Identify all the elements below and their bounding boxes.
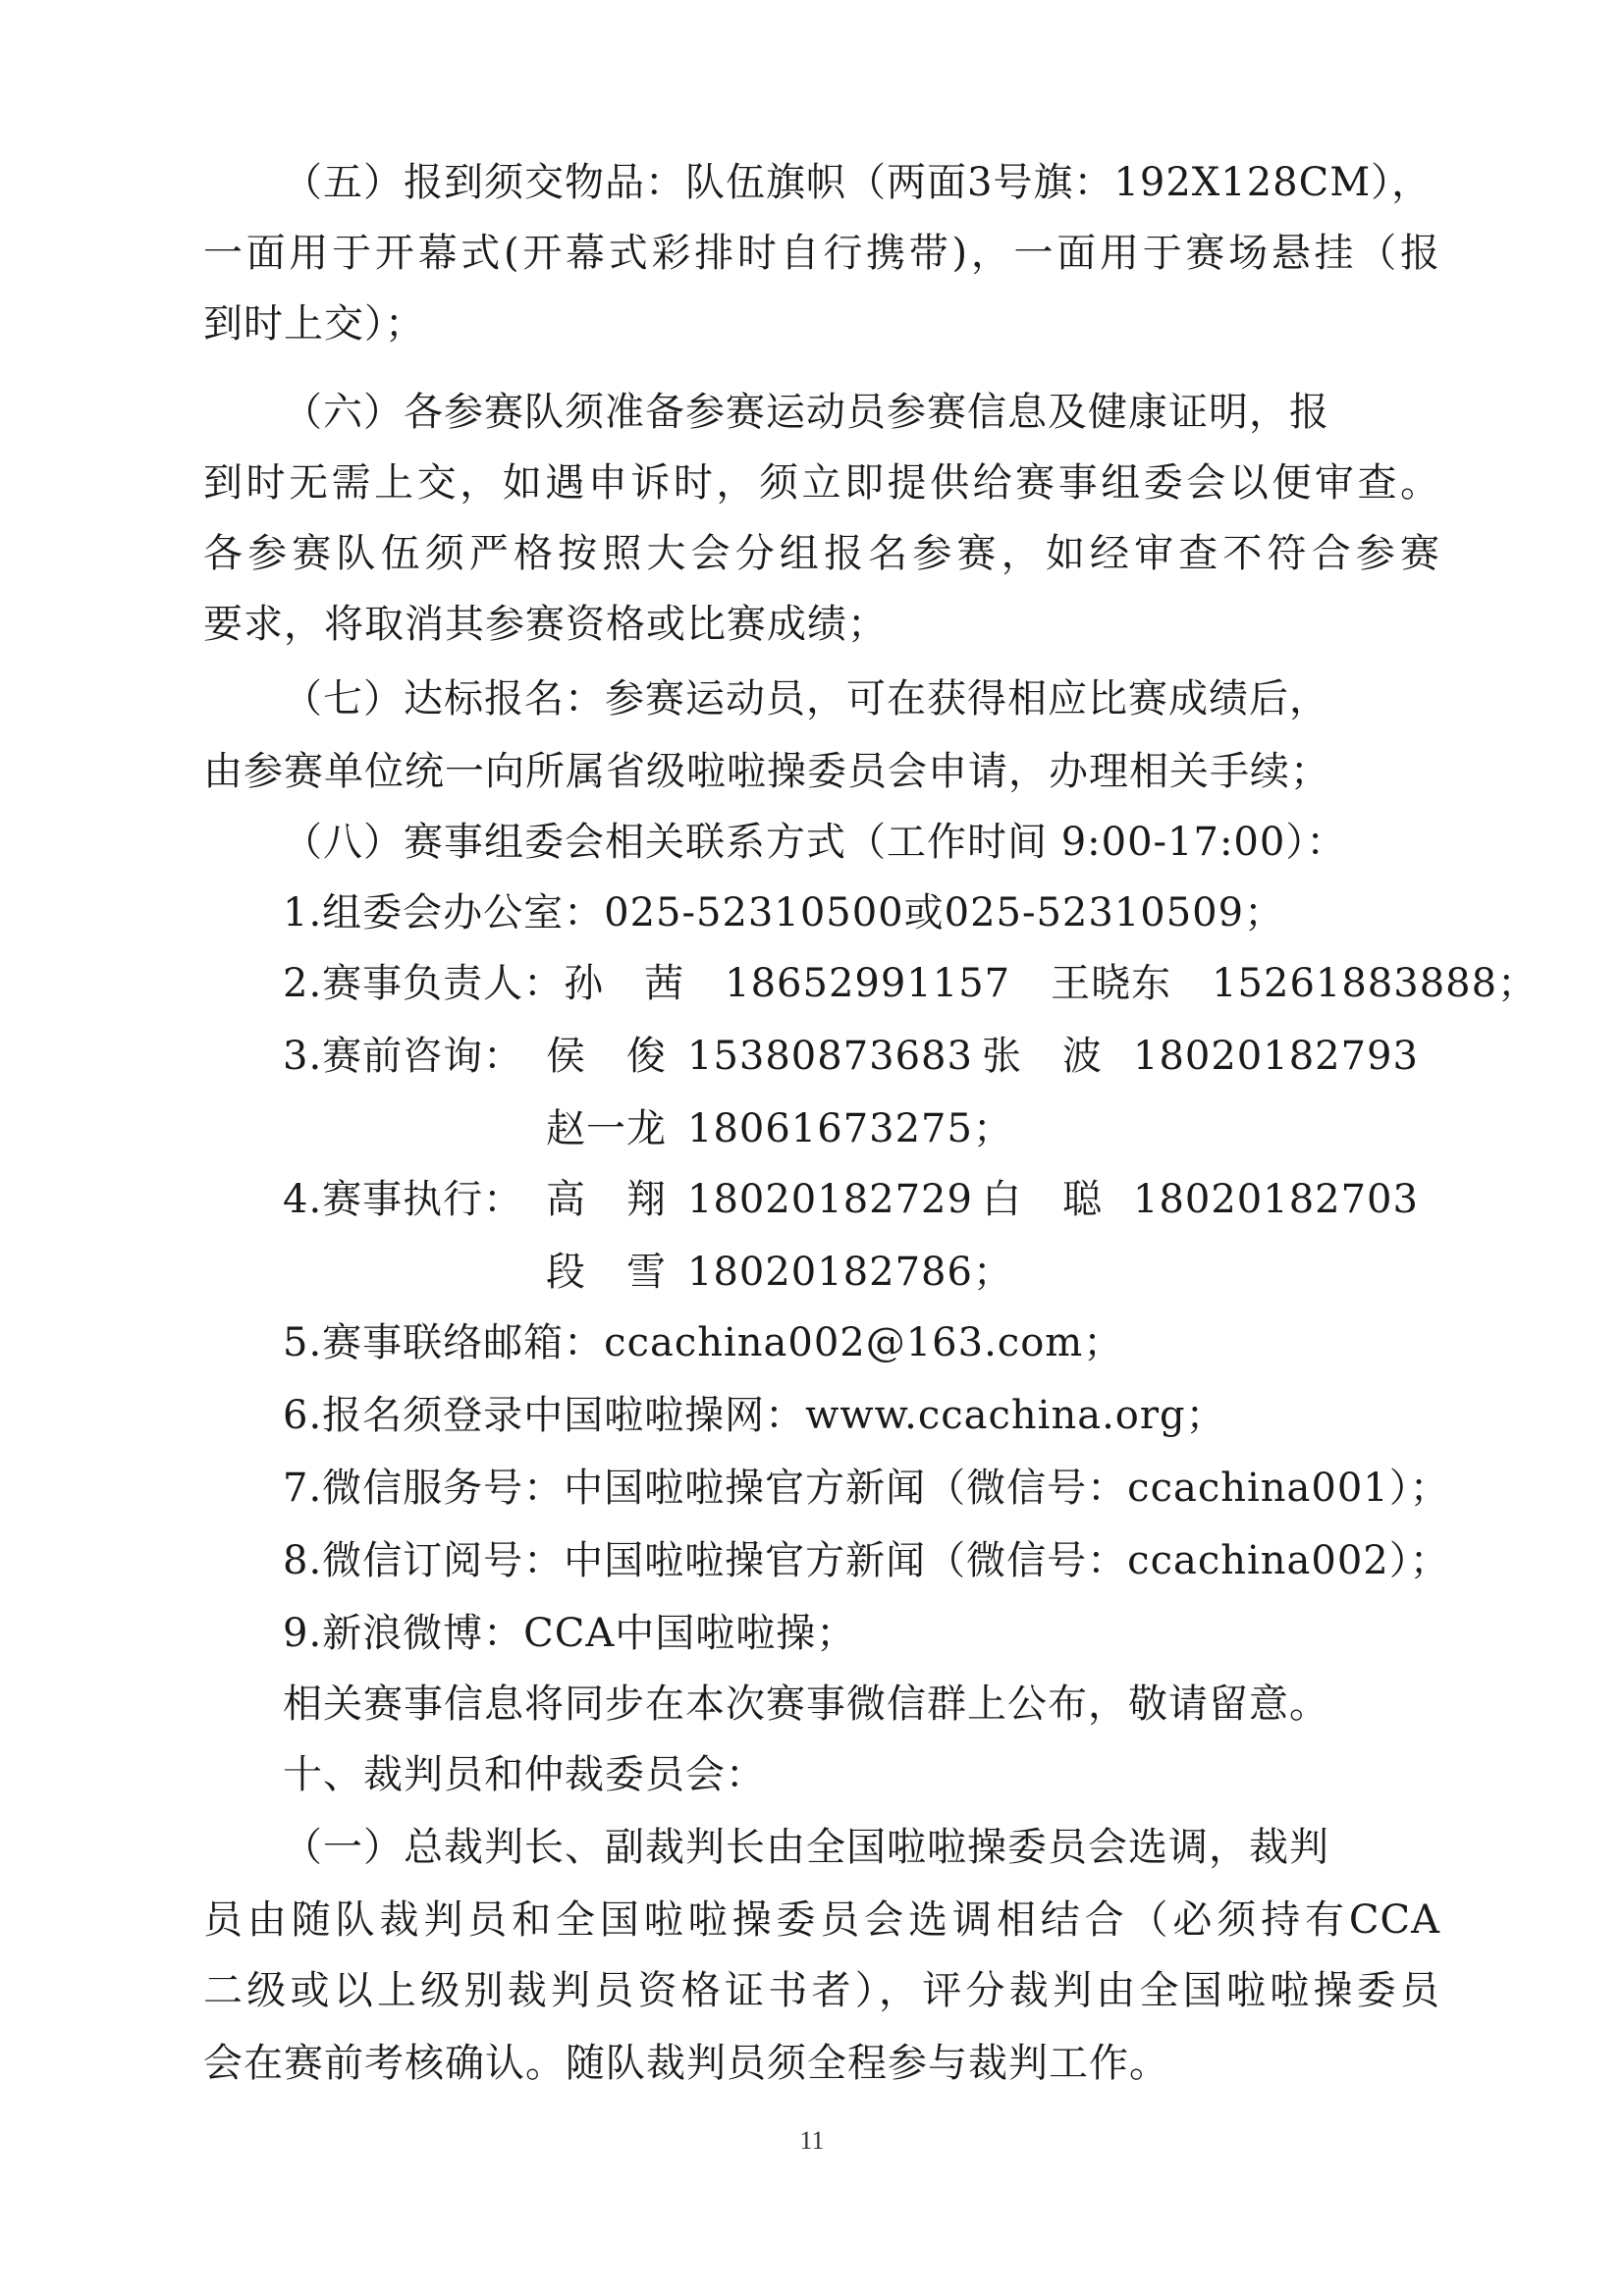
execution-contact-phone: 18020182786； — [687, 1250, 1013, 1295]
contact-wechat-subscription: 8.微信订阅号：中国啦啦操官方新闻（微信号：ccachina002）； — [283, 1538, 1450, 1583]
section5-line3: 到时上交）； — [203, 301, 425, 347]
section10-heading: 十、裁判员和仲裁委员会： — [283, 1752, 766, 1797]
contact-weibo: 9.新浪微博：CCA中国啦啦操； — [283, 1611, 857, 1656]
consultation-label: 3.赛前咨询： — [283, 1034, 524, 1079]
execution-contact-name: 段 雪 — [546, 1250, 667, 1295]
section6-line2: 到时无需上交，如遇申诉时，须立即提供给赛事组委会以便审查。 — [203, 460, 1440, 506]
consultation-contact-name: 张 波 — [982, 1034, 1103, 1079]
section6-line1: （六）各参赛队须准备参赛运动员参赛信息及健康证明，报 — [283, 390, 1329, 435]
section8-heading: （八）赛事组委会相关联系方式（工作时间 9:00-17:00）： — [283, 820, 1347, 865]
wechat-group-notice: 相关赛事信息将同步在本次赛事微信群上公布，敬请留意。 — [283, 1682, 1329, 1727]
execution-contact-phone: 18020182703 — [1133, 1177, 1419, 1222]
contact-leaders: 2.赛事负责人：孙 茜 18652991157 王晓东 15261883888； — [283, 961, 1539, 1006]
execution-contact-name: 高 翔 — [546, 1177, 667, 1222]
consultation-contact-name: 赵一龙 — [546, 1106, 667, 1151]
section6-line3: 各参赛队伍须严格按照大会分组报名参赛，如经审查不符合参赛 — [203, 531, 1440, 576]
section10-sub1-line3: 二级或以上级别裁判员资格证书者），评分裁判由全国啦啦操委员 — [203, 1968, 1440, 2013]
page-number: 11 — [799, 2126, 825, 2155]
section5-line2: 一面用于开幕式(开幕式彩排时自行携带)，一面用于赛场悬挂（报 — [203, 231, 1440, 276]
contact-website: 6.报名须登录中国啦啦操网：www.ccachina.org； — [283, 1393, 1226, 1438]
section7-line2: 由参赛单位统一向所属省级啦啦操委员会申请，办理相关手续； — [203, 749, 1330, 794]
consultation-contact-phone: 18020182793 — [1133, 1034, 1419, 1079]
consultation-contact-phone: 18061673275； — [687, 1106, 1013, 1151]
section7-line1: （七）达标报名：参赛运动员，可在获得相应比赛成绩后， — [283, 676, 1329, 721]
contact-wechat-service: 7.微信服务号：中国啦啦操官方新闻（微信号：ccachina001）； — [283, 1466, 1450, 1511]
execution-label: 4.赛事执行： — [283, 1177, 524, 1222]
section10-sub1-line2: 员由随队裁判员和全国啦啦操委员会选调相结合（必须持有CCA — [203, 1897, 1440, 1943]
section10-sub1-line1: （一）总裁判长、副裁判长由全国啦啦操委员会选调，裁判 — [283, 1825, 1329, 1870]
section6-line4: 要求，将取消其参赛资格或比赛成绩； — [203, 602, 888, 647]
consultation-contact-phone: 15380873683 — [687, 1034, 973, 1079]
consultation-contact-name: 侯 俊 — [546, 1034, 667, 1079]
section10-sub1-line4: 会在赛前考核确认。随队裁判员须全程参与裁判工作。 — [203, 2041, 1169, 2086]
contact-email: 5.赛事联络邮箱：ccachina002@163.com； — [283, 1320, 1124, 1365]
section5-line1: （五）报到须交物品：队伍旗帜（两面3号旗：192X128CM）， — [283, 160, 1433, 205]
contact-office: 1.组委会办公室：025-52310500或025-52310509； — [283, 890, 1285, 935]
execution-contact-name: 白 聪 — [982, 1177, 1103, 1222]
execution-contact-phone: 18020182729 — [687, 1177, 973, 1222]
